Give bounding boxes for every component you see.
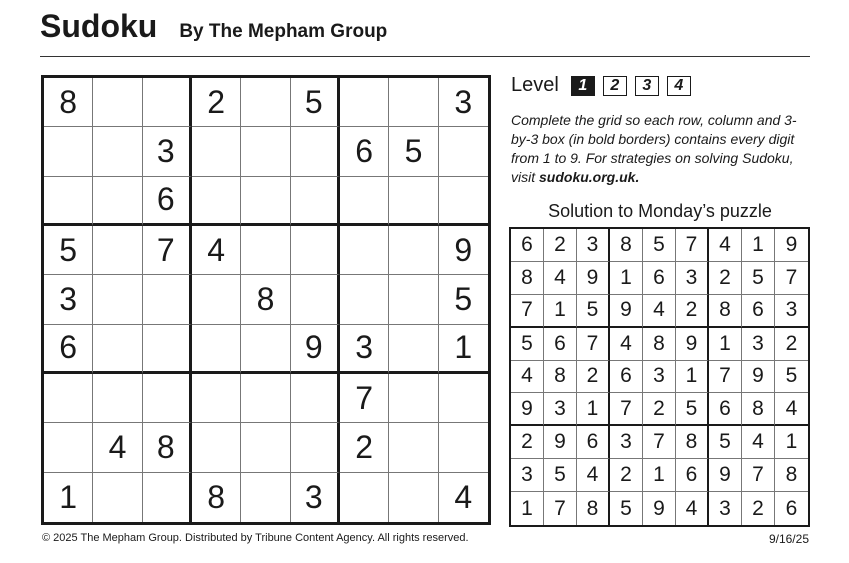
solution-cell: 1 (709, 328, 742, 361)
solution-cell: 4 (709, 229, 742, 262)
solution-cell: 3 (511, 459, 544, 492)
solution-cell: 4 (610, 328, 643, 361)
solution-cell: 5 (544, 459, 577, 492)
solution-cell: 7 (544, 492, 577, 525)
puzzle-cell (192, 423, 241, 472)
byline: By The Mepham Group (179, 21, 388, 42)
header-divider (40, 56, 810, 57)
solution-cell: 9 (544, 426, 577, 459)
solution-cell: 4 (742, 426, 775, 459)
puzzle-cell (291, 127, 340, 176)
solution-cell: 5 (775, 361, 808, 394)
puzzle-cell (192, 127, 241, 176)
puzzle-cell (439, 177, 488, 226)
puzzle-cell (389, 423, 438, 472)
puzzle-cell (143, 374, 192, 423)
puzzle-cell (389, 226, 438, 275)
level-4-box: 4 (667, 76, 691, 96)
solution-cell: 1 (775, 426, 808, 459)
solution-cell: 5 (676, 393, 709, 426)
solution-cell: 4 (676, 492, 709, 525)
puzzle-cell: 6 (340, 127, 389, 176)
puzzle-cell: 7 (143, 226, 192, 275)
solution-cell: 5 (577, 295, 610, 328)
solution-cell: 1 (511, 492, 544, 525)
solution-cell: 4 (643, 295, 676, 328)
solution-cell: 7 (742, 459, 775, 492)
puzzle-cell: 8 (143, 423, 192, 472)
level-label: Level (511, 74, 559, 96)
puzzle-cell (192, 325, 241, 374)
puzzle-cell (291, 374, 340, 423)
solution-cell: 1 (610, 262, 643, 295)
puzzle-cell (241, 177, 290, 226)
puzzle-cell (241, 226, 290, 275)
puzzle-cell (143, 325, 192, 374)
puzzle-cell: 4 (454, 478, 473, 515)
solution-cell: 2 (511, 426, 544, 459)
puzzle-cell (241, 473, 290, 522)
puzzle-cell: 3 (340, 325, 389, 374)
puzzle-cell (44, 374, 93, 423)
puzzle-cell (340, 78, 389, 127)
puzzle-cell (44, 177, 93, 226)
solution-grid (509, 227, 810, 527)
solution-cell: 9 (742, 361, 775, 394)
level-3-box: 3 (635, 76, 659, 96)
puzzle-cell (241, 78, 290, 127)
puzzle-cell (389, 325, 438, 374)
puzzle-cell: 8 (44, 78, 93, 127)
puzzle-cell (439, 374, 488, 423)
puzzle-cell (439, 423, 488, 472)
page-title: Sudoku (40, 8, 158, 44)
puzzle-cell (340, 473, 389, 522)
puzzle-cell (241, 374, 290, 423)
puzzle-cell (389, 473, 438, 522)
solution-cell: 6 (544, 328, 577, 361)
puzzle-cell (143, 473, 192, 522)
solution-cell: 9 (643, 492, 676, 525)
solution-cell: 8 (511, 262, 544, 295)
puzzle-cell: 2 (192, 78, 241, 127)
solution-cell: 3 (676, 262, 709, 295)
solution-cell: 1 (577, 393, 610, 426)
solution-cell: 6 (785, 496, 798, 520)
puzzle-cell (143, 275, 192, 324)
puzzle-cell (291, 275, 340, 324)
solution-cell: 2 (676, 295, 709, 328)
solution-cell: 8 (577, 492, 610, 525)
puzzle-cell (340, 226, 389, 275)
solution-cell: 1 (676, 361, 709, 394)
solution-cell: 3 (577, 229, 610, 262)
solution-cell: 3 (643, 361, 676, 394)
solution-cell: 8 (544, 361, 577, 394)
solution-cell: 4 (511, 361, 544, 394)
solution-cell: 1 (742, 229, 775, 262)
puzzle-cell (291, 177, 340, 226)
solution-cell: 5 (709, 426, 742, 459)
solution-cell: 2 (544, 229, 577, 262)
puzzle-cell (340, 275, 389, 324)
solution-cell: 4 (775, 393, 808, 426)
puzzle-cell (192, 374, 241, 423)
puzzle-cell (389, 374, 438, 423)
puzzle-cell: 4 (93, 423, 142, 472)
solution-cell: 7 (610, 393, 643, 426)
puzzle-cell (93, 226, 142, 275)
solution-cell: 8 (676, 426, 709, 459)
solution-cell: 9 (709, 459, 742, 492)
puzzle-cell (143, 78, 192, 127)
instructions-link: sudoku.org.uk. (539, 169, 640, 185)
solution-cell: 2 (742, 492, 775, 525)
solution-cell: 7 (775, 262, 808, 295)
solution-cell: 1 (643, 459, 676, 492)
solution-cell: 8 (742, 393, 775, 426)
puzzle-grid (41, 75, 491, 525)
solution-cell: 9 (577, 262, 610, 295)
puzzle-cell (44, 127, 93, 176)
solution-cell: 8 (643, 328, 676, 361)
puzzle-cell: 5 (439, 275, 488, 324)
solution-cell: 7 (676, 229, 709, 262)
solution-cell: 7 (577, 328, 610, 361)
puzzle-cell (93, 473, 142, 522)
puzzle-cell: 1 (44, 473, 93, 522)
puzzle-cell: 5 (291, 78, 340, 127)
solution-cell: 2 (775, 328, 808, 361)
puzzle-cell (192, 177, 241, 226)
puzzle-cell (93, 78, 142, 127)
instructions (511, 111, 811, 187)
solution-cell: 7 (643, 426, 676, 459)
puzzle-cell (93, 374, 142, 423)
solution-cell: 6 (709, 393, 742, 426)
solution-cell: 3 (544, 393, 577, 426)
puzzle-cell: 3 (291, 473, 340, 522)
solution-cell: 6 (577, 426, 610, 459)
puzzle-cell (93, 127, 142, 176)
puzzle-cell (389, 177, 438, 226)
puzzle-cell: 9 (439, 226, 488, 275)
solution-cell: 6 (676, 459, 709, 492)
solution-cell: 6 (610, 361, 643, 394)
level-1-box: 1 (571, 76, 595, 96)
solution-cell: 2 (610, 459, 643, 492)
puzzle-cell: 3 (439, 78, 488, 127)
puzzle-cell (439, 127, 488, 176)
solution-title: Solution to Monday’s puzzle (548, 201, 772, 221)
solution-cell: 3 (709, 492, 742, 525)
puzzle-cell: 4 (192, 226, 241, 275)
level-2-box: 2 (603, 76, 627, 96)
puzzle-cell: 6 (44, 325, 93, 374)
solution-cell: 4 (544, 262, 577, 295)
puzzle-cell: 3 (143, 127, 192, 176)
solution-cell: 8 (775, 459, 808, 492)
puzzle-cell (291, 226, 340, 275)
date: 9/16/25 (768, 532, 809, 546)
header (40, 8, 387, 45)
solution-cell: 7 (709, 361, 742, 394)
solution-cell: 9 (511, 393, 544, 426)
puzzle-cell (389, 275, 438, 324)
solution-cell: 2 (709, 262, 742, 295)
instructions-text: Complete the grid so each row, column and 3-by-3 box (in bold borders) contains every digit from 1 to 9. For strategies on solving Sudoku, visit (511, 112, 797, 185)
solution-cell: 3 (775, 295, 808, 328)
solution-cell: 5 (610, 492, 643, 525)
puzzle-cell (44, 423, 93, 472)
solution-cell: 8 (610, 229, 643, 262)
solution-cell: 9 (676, 328, 709, 361)
solution-cell: 6 (643, 262, 676, 295)
solution-cell: 2 (643, 393, 676, 426)
solution-cell: 3 (610, 426, 643, 459)
copyright: © 2025 The Mepham Group. Distributed by Tribune Content Agency. All rights reserved. (42, 532, 469, 544)
solution-cell: 5 (511, 328, 544, 361)
solution-cell: 3 (742, 328, 775, 361)
puzzle-cell (241, 325, 290, 374)
puzzle-cell (291, 423, 340, 472)
solution-cell: 5 (742, 262, 775, 295)
solution-cell: 6 (511, 229, 544, 262)
puzzle-cell (389, 78, 438, 127)
puzzle-cell (340, 177, 389, 226)
puzzle-cell: 7 (340, 374, 389, 423)
solution-cell: 6 (742, 295, 775, 328)
puzzle-cell: 9 (291, 325, 340, 374)
puzzle-cell (192, 275, 241, 324)
puzzle-cell (93, 275, 142, 324)
solution-cell: 8 (709, 295, 742, 328)
puzzle-cell: 2 (340, 423, 389, 472)
puzzle-cell (93, 177, 142, 226)
solution-cell: 1 (544, 295, 577, 328)
solution-cell: 7 (511, 295, 544, 328)
puzzle-cell: 5 (44, 226, 93, 275)
puzzle-cell: 8 (241, 275, 290, 324)
puzzle-cell (241, 423, 290, 472)
solution-cell: 9 (610, 295, 643, 328)
solution-cell: 5 (643, 229, 676, 262)
solution-cell: 4 (577, 459, 610, 492)
puzzle-cell: 5 (389, 127, 438, 176)
puzzle-cell: 3 (44, 275, 93, 324)
puzzle-cell: 8 (192, 473, 241, 522)
puzzle-cell (241, 127, 290, 176)
puzzle-cell (93, 325, 142, 374)
puzzle-cell: 1 (439, 325, 488, 374)
solution-cell: 9 (775, 229, 808, 262)
level-selector (511, 74, 699, 97)
solution-cell: 2 (577, 361, 610, 394)
puzzle-cell: 6 (143, 177, 192, 226)
